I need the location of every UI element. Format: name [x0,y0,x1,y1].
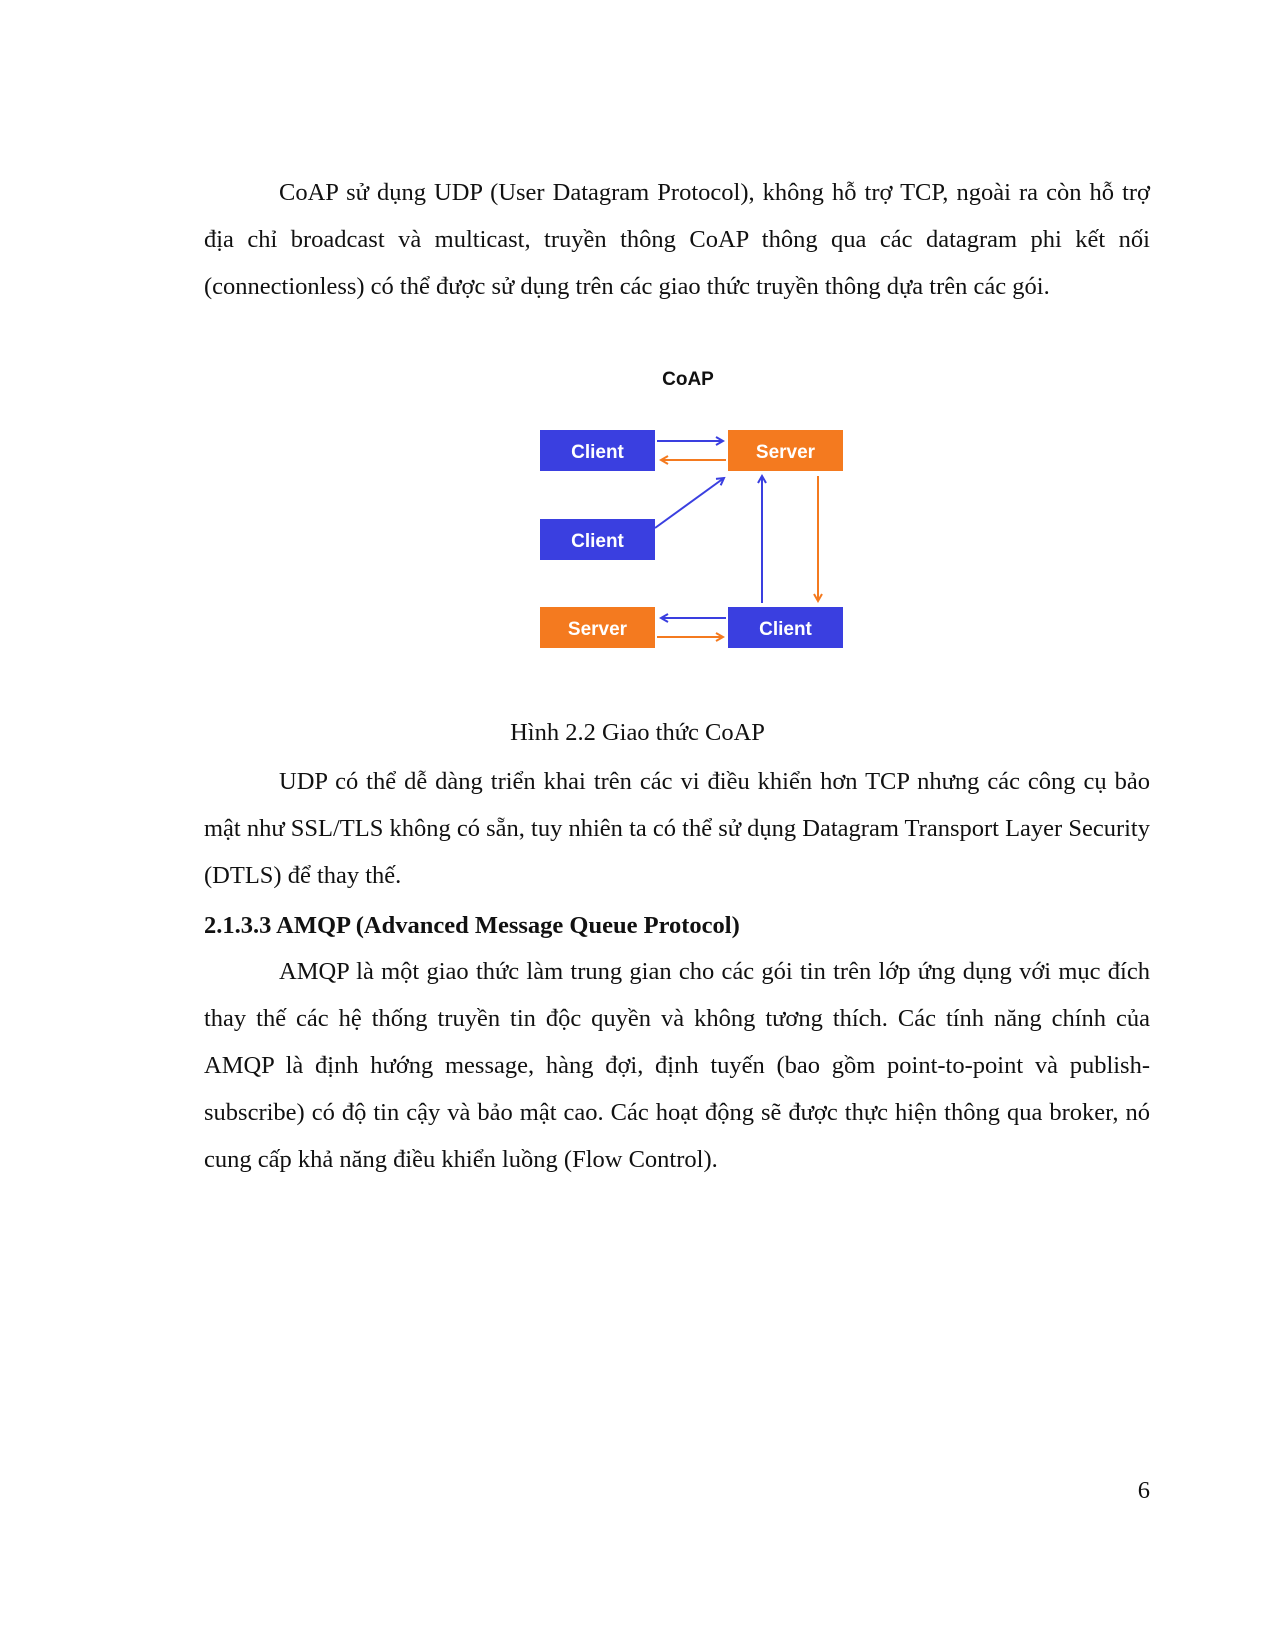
paragraph-udp-security: UDP có thể dễ dàng triển khai trên các vi điều khiển hơn TCP nhưng các công cụ bảo mật như SSL/TLS không có sẵn, tuy nhiên ta có thể sử dụng Datagram Transport Layer Security (DTLS) để thay thế. [204,768,1150,889]
paragraph-amqp: AMQP là một giao thức làm trung gian cho các gói tin trên lớp ứng dụng với mục đích thay thế các hệ thống truyền tin độc quyền và không tương thích. Các tính năng chính của AMQP là định hướng message, hàng đợi, định tuyến (bao gồm point-to-point và publish-subscribe) có độ tin cậy và bảo mật cao. Các hoạt động sẽ được thực hiện thông qua broker, nó cung cấp khả năng điều khiển luồng (Flow Control). [204,958,1150,1173]
coap-diagram [540,365,880,675]
arrow-client-middle-to-server [655,478,724,528]
server-node-bottom-label: Server [567,619,628,640]
client-node-top-label: Client [571,442,624,463]
figure-title: CoAP [662,369,714,390]
page-number: 6 [1137,1477,1150,1504]
section-heading-amqp: 2.1.3.3 AMQP (Advanced Message Queue Protocol) [204,912,740,939]
paragraph-coap-udp: CoAP sử dụng UDP (User Datagram Protocol), không hỗ trợ TCP, ngoài ra còn hỗ trợ địa chỉ broadcast và multicast, truyền thông CoAP thông qua các datagram phi kết nối (connectionless) có thể được sử dụng trên các giao thức truyền thông dựa trên các gói. [204,179,1150,300]
server-node-top-label: Server [755,442,816,463]
client-node-bottom-label: Client [759,619,812,640]
figure-caption: Hình 2.2 Giao thức CoAP [510,719,765,746]
client-node-middle-label: Client [571,531,624,552]
